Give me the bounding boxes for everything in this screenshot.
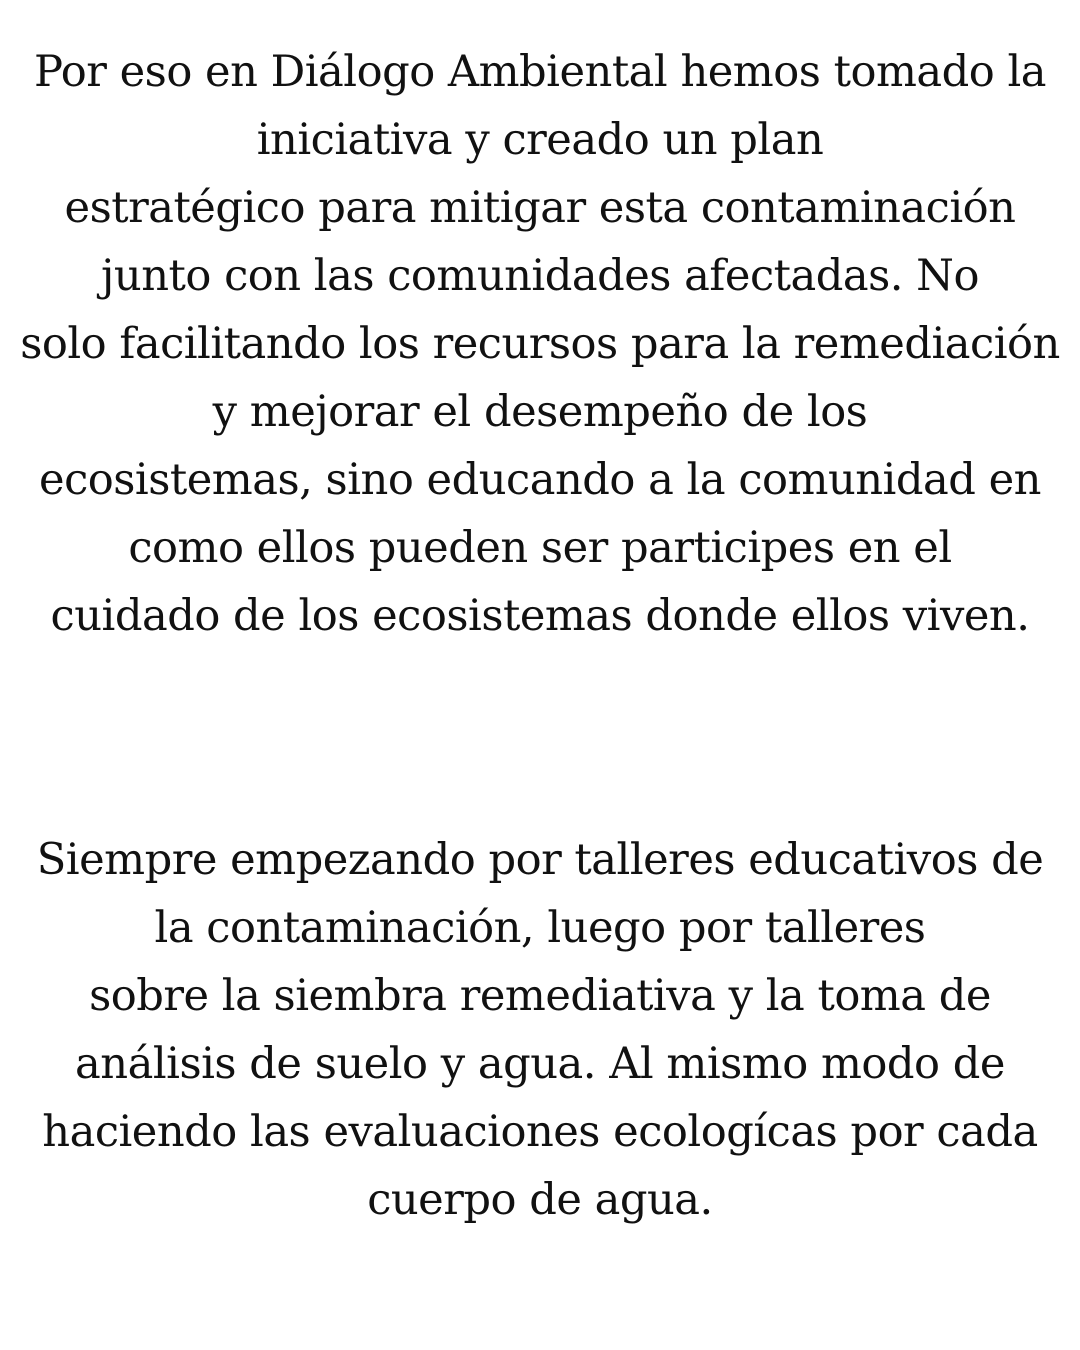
paragraph-intro (0, 38, 1080, 650)
paragraph-line: y mejorar el desempeño de los (212, 387, 868, 437)
paragraph-line: como ellos pueden ser participes en el (128, 523, 952, 573)
paragraph-line: Por eso en Diálogo Ambiental hemos tomado la (33, 47, 1047, 97)
paragraph-line: cuerpo de agua. (367, 1175, 713, 1225)
paragraph-line: estratégico para mitigar esta contaminación (64, 183, 1016, 233)
paragraph-line: análisis de suelo y agua. Al mismo modo de (75, 1039, 1005, 1089)
paragraph-line: cuidado de los ecosistemas donde ellos viven. (50, 591, 1030, 641)
paragraph-line: Siempre empezando por talleres educativos de (36, 835, 1044, 885)
paragraph-line: haciendo las evaluaciones ecologícas por cada (42, 1107, 1038, 1157)
paragraph-line: junto con las comunidades afectadas. No (101, 251, 979, 301)
paragraph-line: iniciativa y creado un plan (256, 115, 824, 165)
paragraph-line: la contaminación, luego por talleres (154, 903, 926, 953)
paragraph-line: sobre la siembra remediativa y la toma de (89, 971, 991, 1021)
paragraph-workshops (0, 826, 1080, 1234)
paragraph-line: solo facilitando los recursos para la remediación (20, 319, 1060, 369)
paragraph-line: ecosistemas, sino educando a la comunidad en (39, 455, 1041, 505)
